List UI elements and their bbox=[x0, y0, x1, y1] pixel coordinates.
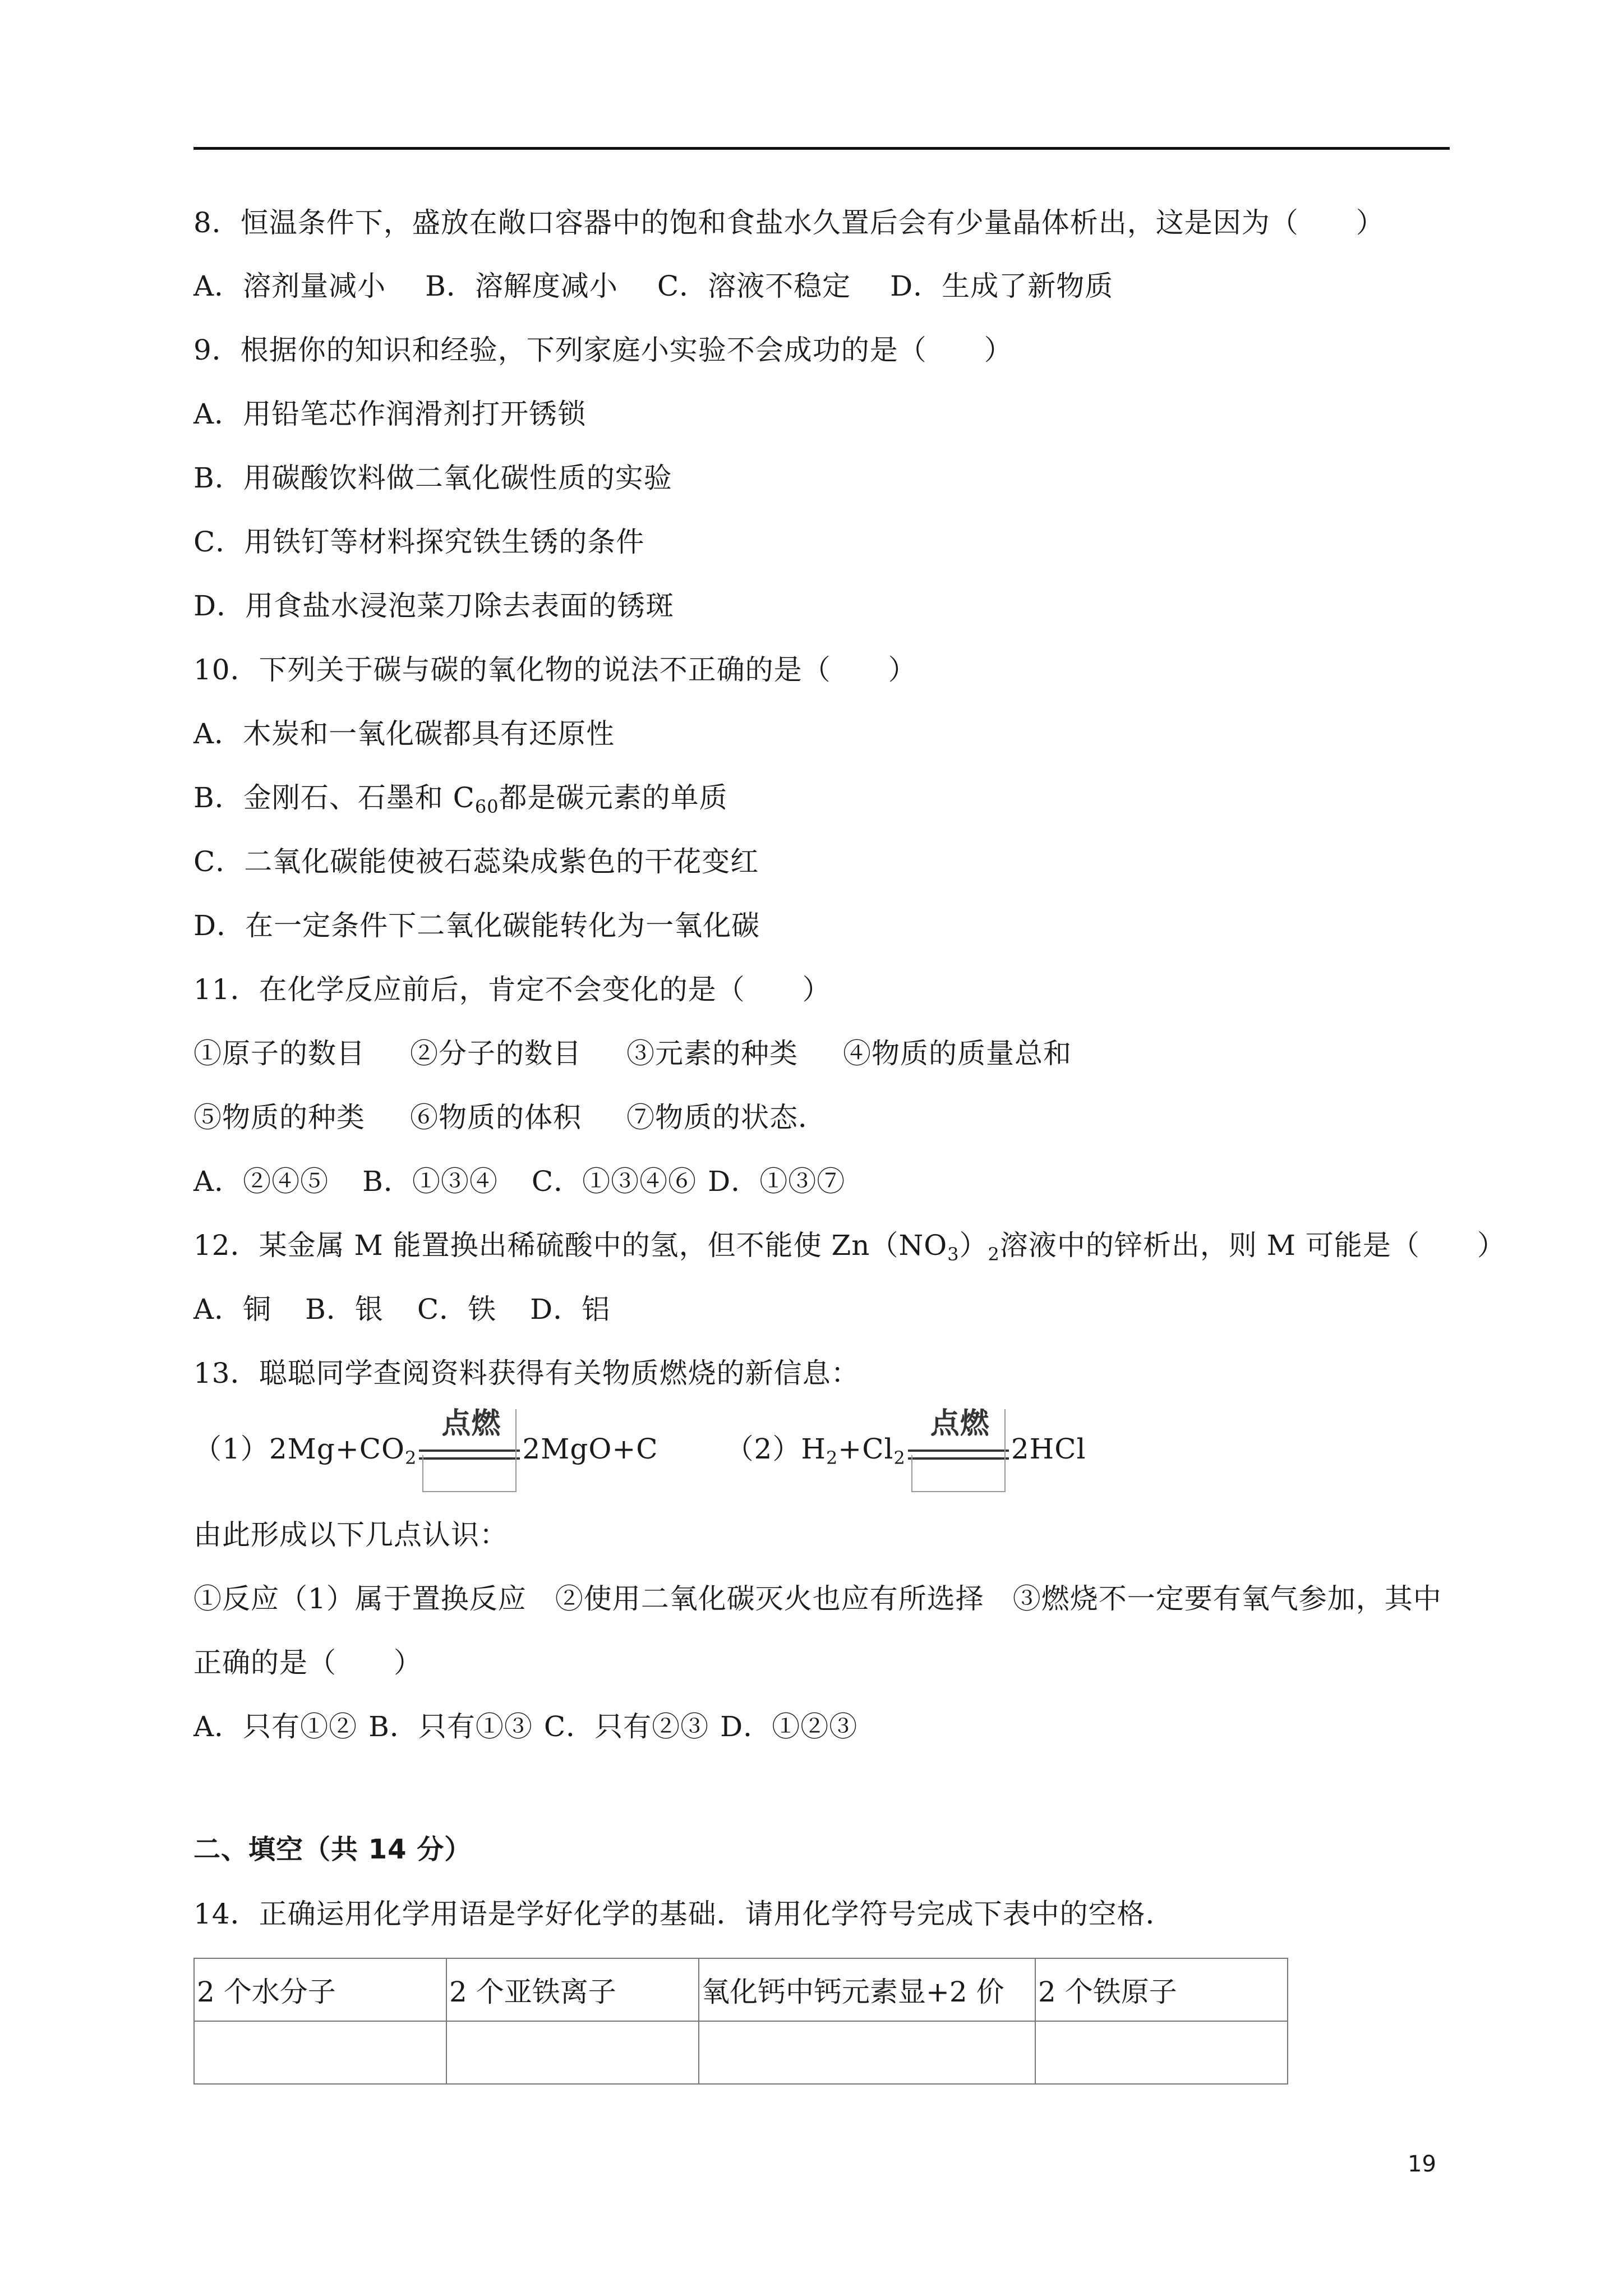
table-header-cell: 2 个水分子 bbox=[194, 1958, 446, 2021]
q13-stem: 13．聪聪同学查阅资料获得有关物质燃烧的新信息： bbox=[193, 1357, 860, 1389]
q13-points: ①反应（1）属于置换反应 ②使用二氧化碳灭火也应有所选择 ③燃烧不一定要有氧气参加，其中 bbox=[193, 1582, 1442, 1615]
q12-options bbox=[193, 1291, 610, 1327]
table-header-cell: 2 个铁原子 bbox=[1035, 1958, 1288, 2021]
q8-option-c: C．溶液不稳定 bbox=[657, 270, 851, 302]
answer-cell[interactable] bbox=[1035, 2021, 1288, 2084]
answer-cell[interactable] bbox=[194, 2021, 446, 2084]
q13-options bbox=[193, 1709, 857, 1745]
q11-option-c: C．①③④⑥ bbox=[531, 1165, 697, 1198]
q12-stem bbox=[193, 1227, 1506, 1263]
reaction-2-condition-label: 点燃 bbox=[930, 1407, 990, 1441]
table-header-cell: 2 个亚铁离子 bbox=[446, 1958, 699, 2021]
q11-items-row2 bbox=[193, 1099, 827, 1135]
q10-option-d: D．在一定条件下二氧化碳能转化为一氧化碳 bbox=[193, 909, 760, 942]
q13-points-cont: 正确的是（ ） bbox=[193, 1646, 422, 1679]
q11-item-5: ⑤物质的种类 bbox=[193, 1101, 365, 1134]
q11-option-d: D．①③⑦ bbox=[708, 1165, 846, 1198]
page-number: 19 bbox=[1408, 2151, 1436, 2177]
q11-items-row1 bbox=[193, 1036, 1072, 1071]
q12-subscript-2: 2 bbox=[988, 1244, 1000, 1265]
q13-option-b: B．只有①③ bbox=[368, 1710, 533, 1743]
q8-option-b: B．溶解度减小 bbox=[425, 270, 618, 302]
q12-stem-text: 12．某金属 M 能置换出稀硫酸中的氢，但不能使 Zn（NO bbox=[193, 1229, 948, 1262]
table-row bbox=[194, 2021, 1288, 2084]
q9-option-b: B．用碳酸饮料做二氧化碳性质的实验 bbox=[193, 462, 672, 494]
reaction-1-products: 2MgO+C bbox=[522, 1433, 658, 1465]
q11-item-3: ③元素的种类 bbox=[626, 1037, 798, 1070]
q11-stem: 11．在化学反应前后，肯定不会变化的是（ ） bbox=[193, 973, 831, 1006]
reaction-1-reactants: 2Mg+CO bbox=[269, 1433, 405, 1465]
q11-item-7: ⑦物质的状态． bbox=[626, 1101, 827, 1134]
reaction-1-condition-label: 点燃 bbox=[441, 1407, 501, 1441]
header-rule bbox=[193, 147, 1450, 150]
section-2-title: 二、填空（共 14 分） bbox=[193, 1834, 472, 1865]
table-header-cell: 氧化钙中钙元素显+2 价 bbox=[699, 1958, 1035, 2021]
q12-option-b: B．银 bbox=[305, 1293, 384, 1326]
q10-option-b bbox=[193, 780, 728, 816]
q11-item-2: ②分子的数目 bbox=[410, 1037, 582, 1070]
q10-stem: 10．下列关于碳与碳的氧化物的说法不正确的是（ ） bbox=[193, 654, 917, 686]
reaction-2-cl: +Cl bbox=[838, 1433, 894, 1465]
q13-option-a: A．只有①② bbox=[193, 1710, 358, 1743]
q11-options bbox=[193, 1163, 845, 1199]
q11-item-4: ④物质的质量总和 bbox=[843, 1037, 1072, 1070]
q13-lead: 由此形成以下几点认识： bbox=[193, 1519, 508, 1551]
q11-option-a: A．②④⑤ bbox=[193, 1165, 329, 1198]
q8-option-d: D．生成了新物质 bbox=[890, 270, 1114, 302]
reaction-1-subscript: 2 bbox=[404, 1447, 417, 1469]
q9-option-d: D．用食盐水浸泡菜刀除去表面的锈斑 bbox=[193, 590, 675, 622]
q12-option-c: C．铁 bbox=[417, 1293, 497, 1326]
answer-cell[interactable] bbox=[699, 2021, 1035, 2084]
reaction-2-cl-subscript: 2 bbox=[893, 1447, 906, 1469]
reaction-2-h-subscript: 2 bbox=[826, 1447, 838, 1469]
q12-option-d: D．铝 bbox=[530, 1293, 611, 1326]
reaction-1-condition-arrow bbox=[419, 1409, 520, 1493]
q13-option-d: D．①②③ bbox=[720, 1710, 858, 1743]
reaction-2-products: 2HCl bbox=[1011, 1433, 1086, 1465]
q11-item-1: ①原子的数目 bbox=[193, 1037, 365, 1070]
reaction-1-number: （1） bbox=[193, 1433, 269, 1465]
q14-answer-table bbox=[193, 1958, 1288, 2085]
q11-option-b: B．①③④ bbox=[362, 1165, 498, 1198]
q14-stem: 14．正确运用化学用语是学好化学的基础．请用化学符号完成下表中的空格． bbox=[193, 1898, 1174, 1930]
answer-cell[interactable] bbox=[446, 2021, 699, 2084]
q10-option-c: C．二氧化碳能使被石蕊染成紫色的干花变红 bbox=[193, 845, 759, 878]
q10-option-b-text: B．金刚石、石墨和 C bbox=[193, 781, 475, 814]
q11-item-6: ⑥物质的体积 bbox=[410, 1101, 582, 1134]
q9-option-c: C．用铁钉等材料探究铁生锈的条件 bbox=[193, 526, 645, 558]
q12-stem-rest: 溶液中的锌析出，则 M 可能是（ ） bbox=[999, 1229, 1506, 1262]
q10-option-a: A．木炭和一氧化碳都具有还原性 bbox=[193, 717, 615, 750]
reaction-2-h: H bbox=[801, 1433, 826, 1465]
table-row bbox=[194, 1958, 1288, 2021]
q13-reactions bbox=[193, 1407, 1086, 1493]
q10-option-b-rest: 都是碳元素的单质 bbox=[499, 781, 728, 814]
q12-stem-paren: ） bbox=[959, 1229, 988, 1262]
q8-options bbox=[193, 268, 1113, 304]
reaction-2-condition-arrow bbox=[908, 1409, 1009, 1493]
q8-option-a: A．溶剂量减小 bbox=[193, 270, 386, 302]
q9-option-a: A．用铅笔芯作润滑剂打开锈锁 bbox=[193, 398, 587, 430]
q12-option-a: A．铜 bbox=[193, 1293, 272, 1326]
q12-subscript-3: 3 bbox=[947, 1244, 960, 1265]
reaction-2-number: （2） bbox=[725, 1433, 801, 1465]
q13-option-c: C．只有②③ bbox=[543, 1710, 709, 1743]
q9-stem: 9．根据你的知识和经验，下列家庭小实验不会成功的是（ ） bbox=[193, 334, 1013, 366]
q10-option-b-subscript: 60 bbox=[474, 796, 499, 817]
q8-stem: 8．恒温条件下，盛放在敞口容器中的饱和食盐水久置后会有少量晶体析出，这是因为（ ） bbox=[193, 206, 1385, 239]
